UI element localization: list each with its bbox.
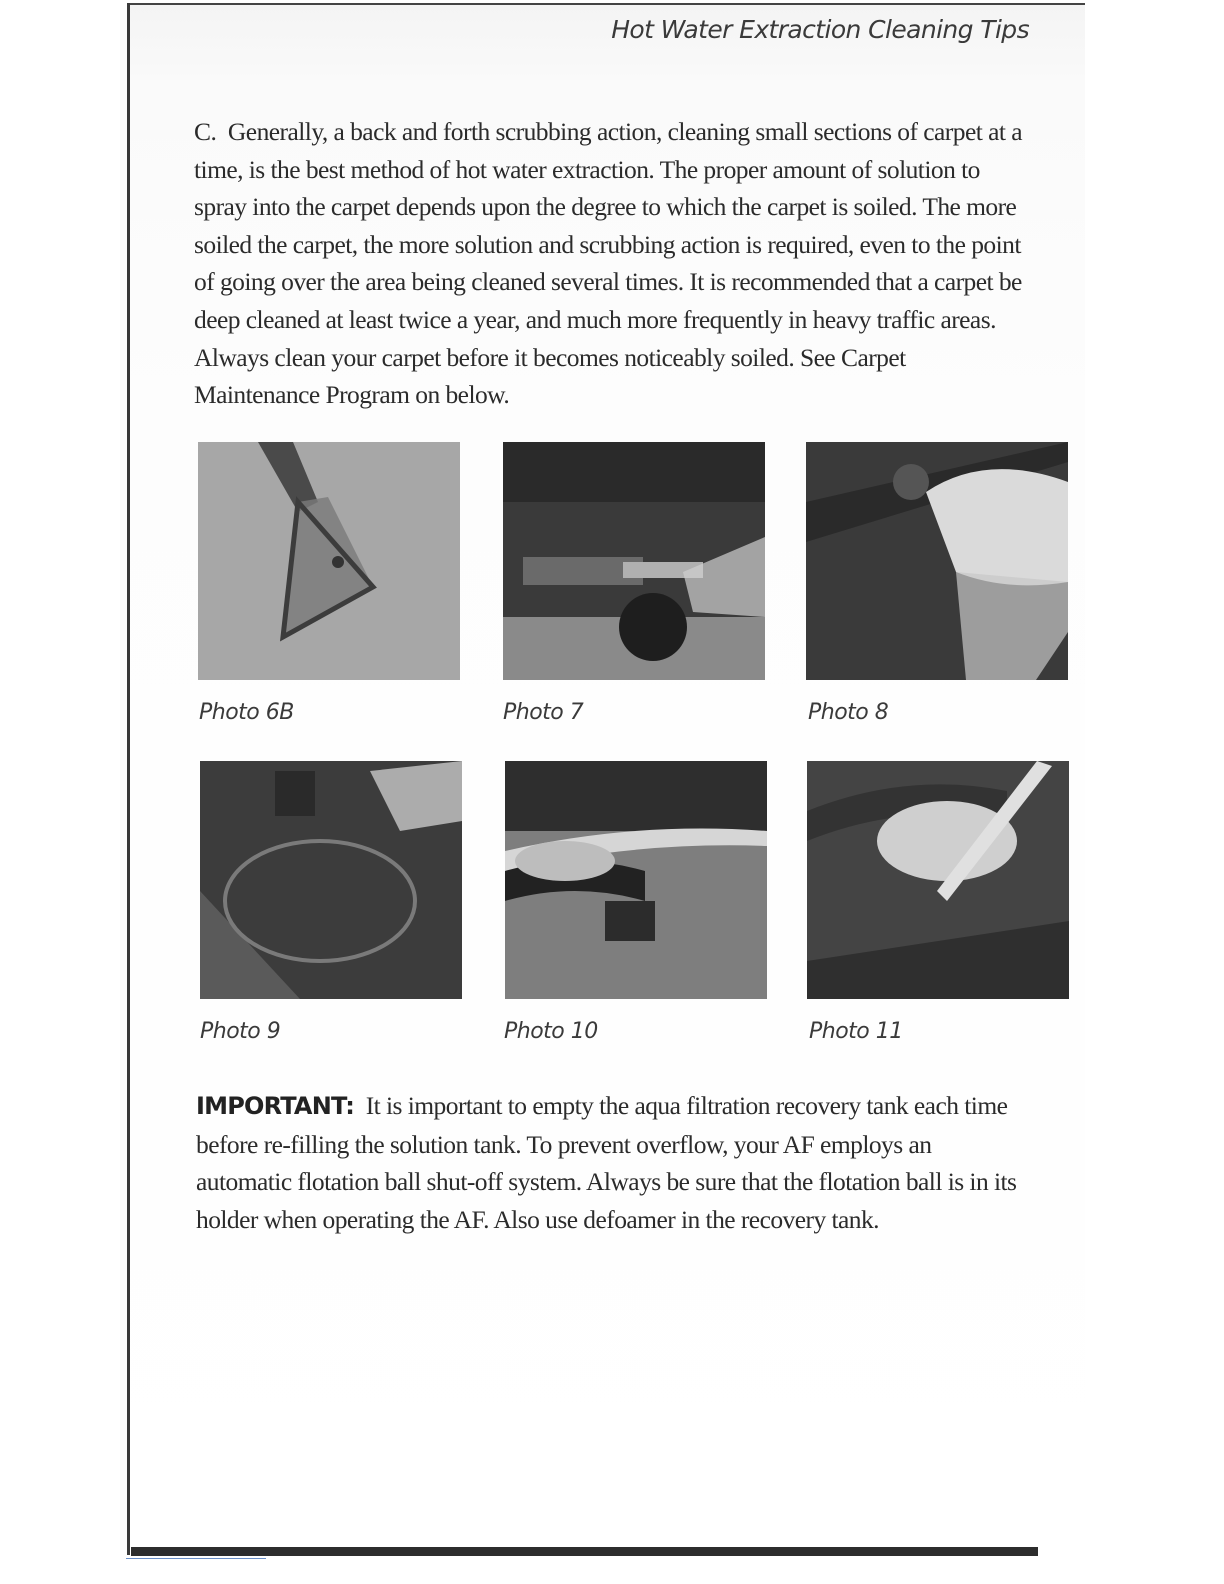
- photo-8-caption: Photo 8: [808, 700, 889, 725]
- section-c-paragraph: C. Generally, a back and forth scrubbing action, cleaning small sections of carpet at a time, is the best method of hot water extraction. The proper amount of solution to spray into the carpet depends upon the degree to which the carpet is soiled. The more soiled the carpet, the more solution and scrubbing action is required, even to the point of going over the area being cleaned several times. It is recommended that a carpet be deep cleaned at least twice a year, and much more frequently in heavy traffic areas. Always clean your carpet before it becomes noticeably soiled. See Carpet Maintenance Program on below.: [194, 117, 1022, 410]
- important-paragraph: [196, 1087, 1030, 1238]
- photo-7-image: [503, 442, 765, 680]
- important-text: It is important to empty the aqua filtration recovery tank each time before re-filling the solution tank. To prevent overflow, your AF employs an automatic flotation ball shut-off system. Always be sure that the flotation ball is in its holder when operating the AF. Also use defoamer in the recovery tank.: [196, 1091, 1017, 1234]
- bottom-accent-line: [126, 1558, 266, 1559]
- photo-8-image: [806, 442, 1068, 680]
- photo-7-caption: Photo 7: [503, 700, 584, 725]
- photo-11-image: [807, 761, 1069, 999]
- bottom-rule: [131, 1547, 1038, 1556]
- photo-9-caption: Photo 9: [200, 1019, 281, 1044]
- top-rule: [127, 3, 1085, 5]
- photo-9-image: [200, 761, 462, 999]
- left-rule: [127, 3, 130, 1555]
- photo-6b-caption: Photo 6B: [199, 700, 294, 725]
- important-label: IMPORTANT:: [196, 1092, 355, 1120]
- photo-10-caption: Photo 10: [504, 1019, 598, 1044]
- photo-6b-image: [198, 442, 460, 680]
- running-head: Hot Water Extraction Cleaning Tips: [611, 15, 1029, 44]
- photo-11-caption: Photo 11: [809, 1019, 903, 1044]
- photo-10-image: [505, 761, 767, 999]
